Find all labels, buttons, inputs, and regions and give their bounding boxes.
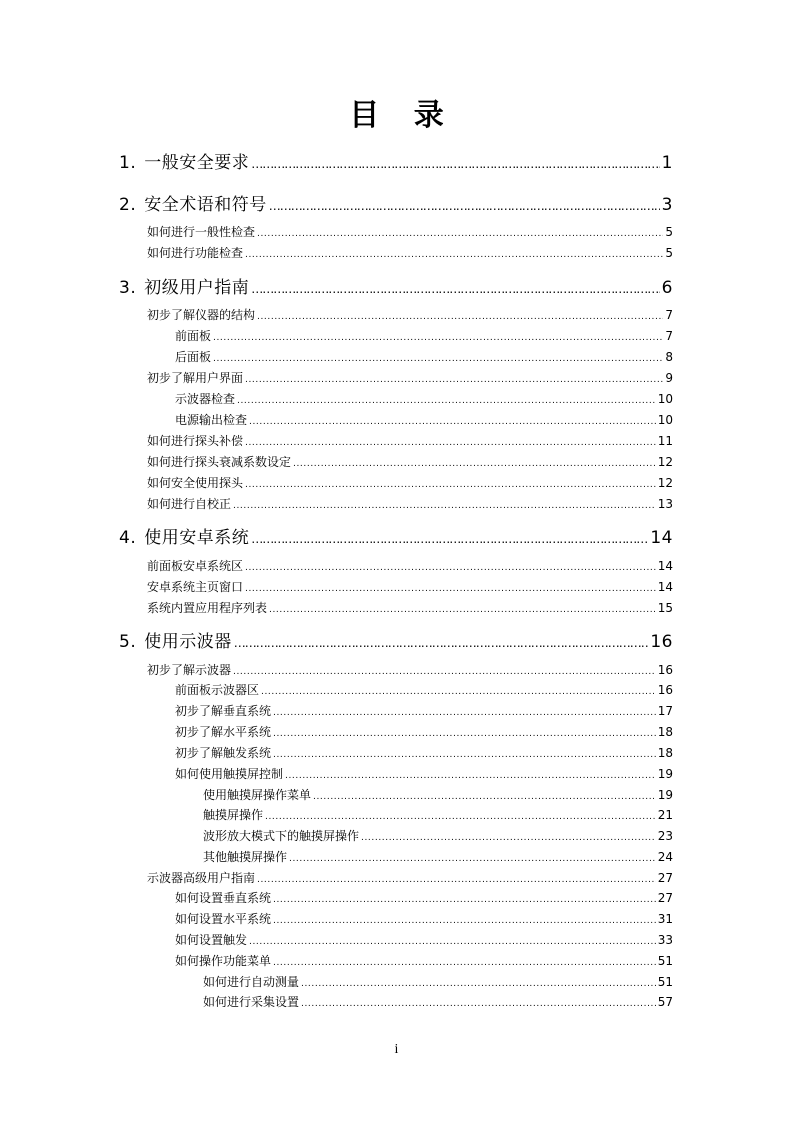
toc-dot-leader [249,933,656,947]
toc-section-entry[interactable] [175,910,673,927]
toc-page-number: 15 [657,601,673,615]
toc-page-number: 18 [657,746,673,760]
toc-dot-leader [245,434,656,448]
toc-chapter-entry[interactable] [119,627,673,652]
toc-page-number: 13 [657,497,673,511]
toc-dot-leader [245,559,656,573]
toc-entry-label: 其他触摸屏操作 [203,850,288,864]
toc-page-number: 14 [650,528,673,548]
page-title: 目 录 [349,98,456,133]
toc-dot-leader [233,663,656,677]
toc-page-number: 5 [665,225,673,239]
toc-dot-leader [273,725,656,739]
toc-chapter-entry[interactable] [119,148,673,173]
toc-entry-label: 如何进行探头衰减系数设定 [147,455,292,469]
toc-dot-leader [257,225,663,239]
toc-section-entry[interactable] [175,348,673,365]
toc-page-number: 9 [665,371,673,385]
toc-dot-leader [245,476,656,490]
toc-dot-leader [285,767,656,781]
toc-entry-label: 初步了解仪器的结构 [147,308,256,322]
toc-section-entry[interactable] [175,702,673,719]
toc-entry-label: 如何进行一般性检查 [147,225,256,239]
toc-section-entry[interactable] [175,744,673,761]
toc-entry-label: 如何安全使用探头 [147,476,244,490]
toc-section-entry[interactable] [147,474,673,491]
toc-page-number: 10 [657,392,673,406]
toc-page-number: 27 [657,871,673,885]
toc-page-number: 33 [657,933,673,947]
toc-page-number: 8 [665,350,673,364]
toc-section-entry[interactable] [203,827,673,844]
toc-section-entry[interactable] [147,244,673,261]
toc-dot-leader [265,808,656,822]
toc-section-entry[interactable] [147,869,673,886]
toc-entry-label: 前面板安卓系统区 [147,559,244,573]
toc-dot-leader [257,871,656,885]
toc-page-number: 31 [657,912,673,926]
toc-section-entry[interactable] [175,390,673,407]
toc-section-entry[interactable] [147,369,673,386]
toc-section-entry[interactable] [147,306,673,323]
toc-entry-label: 使用示波器 [144,632,232,652]
toc-entry-label: 安卓系统主页窗口 [147,580,244,594]
toc-entry-label: 如何进行功能检查 [147,246,244,260]
toc-dot-leader [245,580,656,594]
toc-dot-leader [273,912,656,926]
toc-page-number: 21 [657,808,673,822]
toc-dot-leader [245,371,663,385]
toc-section-entry[interactable] [175,681,673,698]
toc-page-number: 18 [657,725,673,739]
toc-dot-leader [245,246,663,260]
toc-dot-leader [269,195,660,215]
toc-chapter-number: 1. [119,153,137,173]
toc-entry-label: 示波器高级用户指南 [147,871,256,885]
toc-page-number: 7 [665,308,673,322]
toc-page-number: 19 [657,767,673,781]
toc-entry-label: 如何设置水平系统 [175,912,272,926]
toc-section-entry[interactable] [175,765,673,782]
toc-dot-leader [301,975,656,989]
toc-entry-label: 如何设置触发 [175,933,248,947]
toc-entry-label: 示波器检查 [175,392,236,406]
toc-section-entry[interactable] [147,432,673,449]
toc-dot-leader [237,392,656,406]
toc-dot-leader [261,683,656,697]
toc-section-entry[interactable] [175,931,673,948]
toc-page-number: 6 [661,278,673,298]
toc-section-entry[interactable] [147,223,673,240]
toc-page-number: 14 [657,580,673,594]
toc-page-number: 1 [661,153,673,173]
toc-chapter-entry[interactable] [119,273,673,298]
toc-section-entry[interactable] [203,973,673,990]
toc-entry-label: 一般安全要求 [144,153,250,173]
toc-entry-label: 如何操作功能菜单 [175,954,272,968]
toc-dot-leader [273,891,656,905]
toc-page-number: 24 [657,850,673,864]
toc-section-entry[interactable] [147,453,673,470]
toc-section-entry[interactable] [175,889,673,906]
toc-page-number: 23 [657,829,673,843]
toc-page-number: 14 [657,559,673,573]
toc-dot-leader [213,350,663,364]
toc-chapter-entry[interactable] [119,190,673,215]
toc-dot-leader [273,954,656,968]
toc-page-number: 51 [657,954,673,968]
toc-section-entry[interactable] [147,599,673,616]
toc-page-number: 51 [657,975,673,989]
toc-entry-label: 前面板 [175,329,212,343]
toc-dot-leader [273,704,656,718]
toc-entry-label: 如何进行采集设置 [203,995,300,1009]
toc-chapter-entry[interactable] [119,523,673,548]
toc-page-number: 16 [657,663,673,677]
toc-section-entry[interactable] [203,848,673,865]
toc-chapter-number: 5. [119,632,137,652]
toc-entry-label: 如何使用触摸屏控制 [175,767,284,781]
toc-entry-label: 系统内置应用程序列表 [147,601,268,615]
toc-dot-leader [361,829,656,843]
toc-section-entry[interactable] [203,786,673,803]
toc-page-number: 12 [657,476,673,490]
toc-dot-leader [234,632,649,652]
toc-entry-label: 后面板 [175,350,212,364]
toc-page-number: 10 [657,413,673,427]
toc-dot-leader [289,850,656,864]
toc-section-entry[interactable] [147,661,673,678]
toc-page-number: 27 [657,891,673,905]
toc-entry-label: 初步了解垂直系统 [175,704,272,718]
toc-page-number: 16 [650,632,673,652]
toc-dot-leader [257,308,663,322]
toc-entry-label: 波形放大模式下的触摸屏操作 [203,829,360,843]
toc-page-number: 19 [657,788,673,802]
toc-section-entry[interactable] [175,723,673,740]
toc-entry-label: 如何进行探头补偿 [147,434,244,448]
toc-dot-leader [269,601,656,615]
toc-page-number: 5 [665,246,673,260]
toc-page-number: 57 [657,995,673,1009]
toc-entry-label: 触摸屏操作 [203,808,264,822]
toc-section-entry[interactable] [147,557,673,574]
toc-entry-label: 如何进行自校正 [147,497,232,511]
toc-dot-leader [301,995,656,1009]
toc-dot-leader [233,497,656,511]
toc-page-number: 17 [657,704,673,718]
toc-dot-leader [273,746,656,760]
toc-dot-leader [251,278,659,298]
toc-dot-leader [313,788,656,802]
toc-entry-label: 如何设置垂直系统 [175,891,272,905]
toc-section-entry[interactable] [175,952,673,969]
toc-entry-label: 电源输出检查 [175,413,248,427]
toc-section-entry[interactable] [175,327,673,344]
toc-entry-label: 使用安卓系统 [144,528,250,548]
toc-section-entry[interactable] [147,578,673,595]
toc-entry-label: 初级用户指南 [144,278,250,298]
toc-dot-leader [251,153,659,173]
toc-page-number: 12 [657,455,673,469]
toc-entry-label: 如何进行自动测量 [203,975,300,989]
toc-entry-label: 安全术语和符号 [144,195,267,215]
toc-entry-label: 初步了解触发系统 [175,746,272,760]
toc-entry-label: 使用触摸屏操作菜单 [203,788,312,802]
toc-section-entry[interactable] [175,411,673,428]
toc-page-number: 11 [657,434,673,448]
toc-chapter-number: 2. [119,195,137,215]
toc-entry-label: 初步了解用户界面 [147,371,244,385]
toc-page-number: 7 [665,329,673,343]
toc-page-number: 16 [657,683,673,697]
toc-dot-leader [251,528,648,548]
toc-section-entry[interactable] [203,993,673,1010]
toc-dot-leader [213,329,663,343]
toc-page-number: 3 [661,195,673,215]
toc-dot-leader [293,455,656,469]
toc-entry-label: 前面板示波器区 [175,683,260,697]
toc-section-entry[interactable] [147,495,673,512]
toc-chapter-number: 4. [119,528,137,548]
toc-dot-leader [249,413,656,427]
page-number-footer: i [394,1042,399,1057]
toc-entry-label: 初步了解水平系统 [175,725,272,739]
toc-section-entry[interactable] [203,806,673,823]
toc-entry-label: 初步了解示波器 [147,663,232,677]
toc-chapter-number: 3. [119,278,137,298]
